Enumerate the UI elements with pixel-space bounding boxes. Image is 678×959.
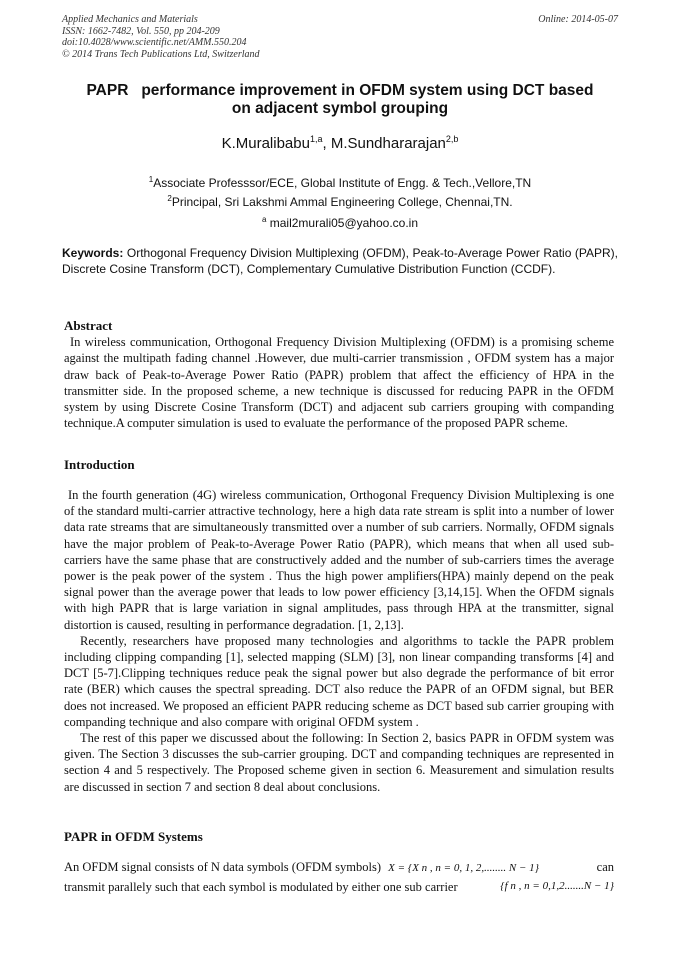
papr-section-heading: PAPR in OFDM Systems <box>64 829 203 844</box>
contact-email <box>62 215 618 230</box>
doi-line: doi:10.4028/www.scientific.net/AMM.550.204 <box>62 37 247 48</box>
papr-line-1-end: can <box>596 860 614 874</box>
intro-paragraph-3: The rest of this paper we discussed about the following: In Section 2, basics PAPR in OFDM system was given. The Section 3 discusses the sub-carrier grouping. DCT and companding techniques are represented in section 4 and 5 respectively. The Proposed scheme given in section 6. Measurement and simulation results are discussed in section 7 and section 8 deal about conclusions. <box>64 731 614 794</box>
papr-text-line-1 <box>64 860 614 875</box>
intro-paragraph-2: Recently, researchers have proposed many technologies and algorithms to tackle the PAPR problem including clipping companding [1], selected mapping (SLM) [3], non linear companding transforms [4] and DCT [5-7].Clipping techniques reduce peak the signal power but also degrade the performance of bit error rate (BER) which causes the spectral spreading. DCT also reduce the PAPR of an OFDM signal, but BER does not increased. We proposed an efficient PAPR reducing scheme as DCT based sub carrier grouping with companding technique and also compare with original OFDM system . <box>64 633 614 729</box>
affiliations <box>62 172 618 210</box>
keywords <box>62 246 618 278</box>
keywords-label: Keywords: <box>62 246 124 260</box>
author-2-affil: 2,b <box>445 134 459 144</box>
online-date: Online: 2014-05-07 <box>538 14 618 25</box>
paper-title <box>62 82 618 118</box>
author-1-affil: 1,a <box>309 134 323 144</box>
issn-line: ISSN: 1662-7482, Vol. 550, pp 204-209 <box>62 25 220 37</box>
journal-header <box>62 14 618 60</box>
affiliation-1-text: Associate Professsor/ECE, Global Institute of Engg. & Tech.,Vellore,TN <box>153 176 532 190</box>
email-mark: a <box>261 215 267 224</box>
equation-symbol-set: X = {X n , n = 0, 1, 2,........ N − 1} <box>388 862 539 874</box>
author-separator: , <box>322 135 331 152</box>
equation-subcarrier-set: {f n , n = 0,1,2.......N − 1} <box>500 880 614 892</box>
title-line-2: on adjacent symbol grouping <box>231 100 449 117</box>
affiliation-2 <box>62 191 618 210</box>
papr-line-1-text: An OFDM signal consists of N data symbols (OFDM symbols) <box>64 860 382 874</box>
copyright-line: © 2014 Trans Tech Publications Ltd, Switzerland <box>62 48 260 60</box>
email-address: mail2murali05@yahoo.co.in <box>266 216 419 230</box>
affiliation-1 <box>62 172 618 191</box>
abstract-section <box>64 318 614 431</box>
author-2: M.Sundhararajan <box>330 135 446 152</box>
papr-line-2-text: transmit parallely such that each symbol is modulated by either one sub carrier <box>64 880 458 894</box>
journal-name: Applied Mechanics and Materials <box>62 14 198 25</box>
abstract-text: In wireless communication, Orthogonal Frequency Division Multiplexing (OFDM) is a promising scheme against the multipath fading channel .However, due multi-carrier transmission , OFDM system has a major draw back of Peak-to-Average Power Ratio (PAPR) problem that affect the efficiency of HPA in the transmitter side. In the proposed scheme, a new technique is discussed for reducing PAPR in the OFDM system by using Discrete Cosine Transform (DCT) and adjacent sub carriers grouping with companding technique.A computer simulation is used to evaluate the performance of the proposed PAPR scheme. <box>64 335 614 431</box>
affiliation-2-mark: 2 <box>167 194 172 203</box>
affiliation-1-mark: 1 <box>148 175 154 184</box>
introduction-body <box>64 487 614 795</box>
abstract-heading: Abstract <box>64 318 113 333</box>
intro-paragraph-1: In the fourth generation (4G) wireless communication, Orthogonal Frequency Division Multiplexing is one of the standard multi-carrier attractive technology, here a high data rate stream is split into a number of lower data rate streams that are simultaneously transmitted over a number of sub carriers. Normally, OFDM signals have the major problem of Peak-to-Average Power Ratio (PAPR), which means that when all used sub-carriers have the same phase that are constructively added and the number of sub-carriers times the average power is the peak power of the system . Thus the high power amplifiers(HPA) mainly depend on the peak signal power than the average power that leads to low power efficiency [3,14,15]. When the OFDM signals with high PAPR that is large variation in signal amplitudes, pass through HPA at the transmitter, signal distortion is caused, resulting in performance degradation. [1, 2,13]. <box>64 488 614 632</box>
affiliation-2-text: Principal, Sri Lakshmi Ammal Engineering College, Chennai,TN. <box>171 195 513 209</box>
title-line-1: PAPR performance improvement in OFDM system using DCT based <box>86 82 594 99</box>
introduction-heading: Introduction <box>64 457 135 472</box>
author-list <box>62 134 618 152</box>
keywords-text: Orthogonal Frequency Division Multiplexing (OFDM), Peak-to-Average Power Ratio (PAPR), Discrete Cosine Transform (DCT), Complementary Cumulative Distribution Function (CCDF). <box>62 246 618 276</box>
author-1: K.Muralibabu <box>221 135 310 152</box>
papr-text-line-2 <box>64 880 614 895</box>
